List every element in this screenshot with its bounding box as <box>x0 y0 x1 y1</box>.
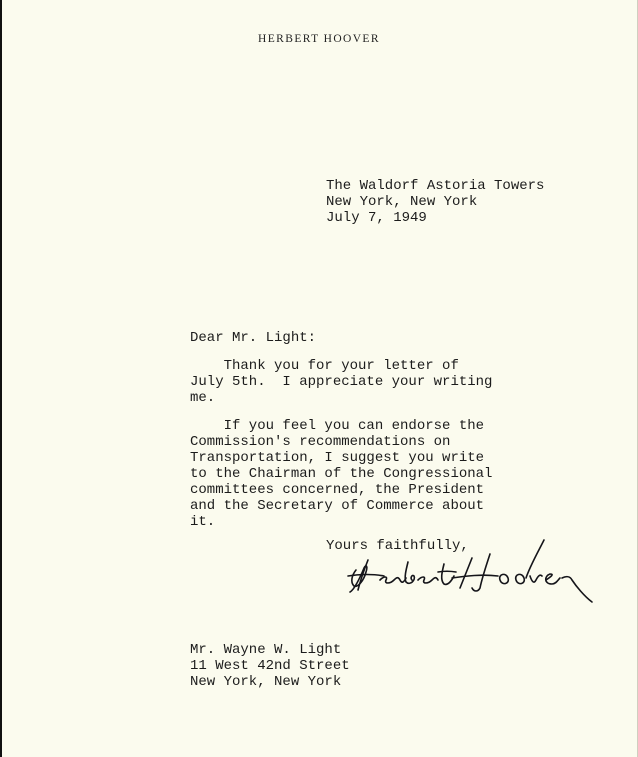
recipient-city: New York, New York <box>190 674 342 690</box>
paragraph-2-line: Transportation, I suggest you write <box>190 450 485 466</box>
salutation: Dear Mr. Light: <box>190 330 317 346</box>
paragraph-1-line: Thank you for your letter of <box>190 358 459 374</box>
handwritten-signature <box>340 530 620 610</box>
return-address-line-1: The Waldorf Astoria Towers <box>326 178 545 194</box>
closing: Yours faithfully, <box>326 538 469 554</box>
paragraph-2-line: committees concerned, the President <box>190 482 485 498</box>
paragraph-1-line: July 5th. I appreciate your writing <box>190 374 493 390</box>
paragraph-2-line: and the Secretary of Commerce about <box>190 498 485 514</box>
paragraph-2-line: Commission's recommendations on <box>190 434 451 450</box>
body-paragraph-2 <box>190 418 492 530</box>
letterhead: HERBERT HOOVER <box>258 33 380 45</box>
recipient-address <box>190 642 350 690</box>
return-address <box>326 178 544 226</box>
recipient-street: 11 West 42nd Street <box>190 658 350 674</box>
paragraph-2-line: to the Chairman of the Congressional <box>190 466 493 482</box>
paragraph-2-line: If you feel you can endorse the <box>190 418 485 434</box>
recipient-name: Mr. Wayne W. Light <box>190 642 342 658</box>
page-left-edge <box>0 0 2 757</box>
letter-date: July 7, 1949 <box>326 210 427 226</box>
return-address-line-2: New York, New York <box>326 194 478 210</box>
paragraph-2-line: it. <box>190 514 216 530</box>
paragraph-1-line: me. <box>190 390 216 406</box>
body-paragraph-1 <box>190 358 492 406</box>
